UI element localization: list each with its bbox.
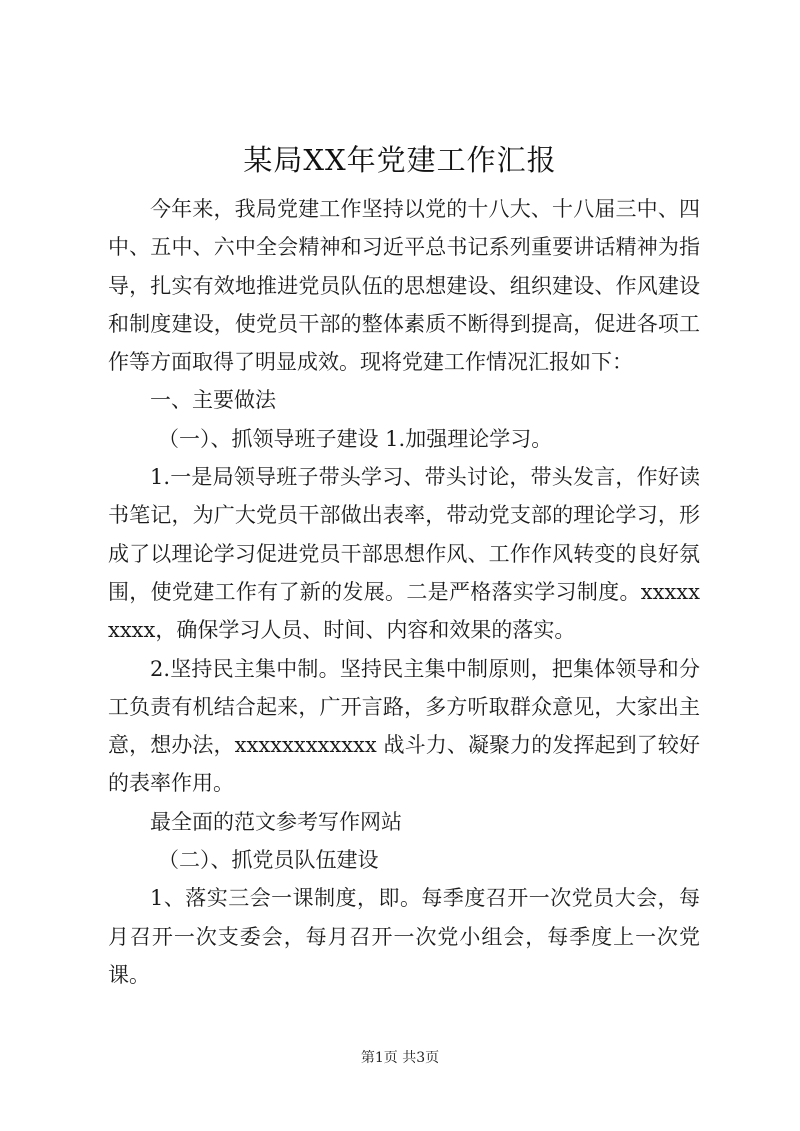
paragraph-three-meetings: 1、落实三会一课制度，即。每季度召开一次党员大会，每月召开一次支委会，每月召开一次党小组会，每季度上一次党课。	[108, 886, 700, 987]
paragraph-democratic-centralism: 2.坚持民主集中制。坚持民主集中制原则，把集体领导和分工负责有机结合起来，广开言路，多方听取群众意见，大家出主意，想办法，xxxxxxxxxxxx 战斗力、凝聚力的发挥起到了较好的表率作用。	[108, 656, 700, 796]
document-body	[108, 190, 700, 994]
subsection-heading-party-members: （二）、抓党员队伍建设	[158, 848, 379, 873]
website-note: 最全面的范文参考写作网站	[150, 809, 402, 834]
paragraph-theory-study: 1.一是局领导班子带头学习、带头讨论，带头发言，作好读书笔记，为广大党员干部做出表率，带动党支部的理论学习，形成了以理论学习促进党员干部思想作风、工作作风转变的良好氛围，使党建工作有了新的发展。二是严格落实学习制度。xxxxxxxxx，确保学习人员、时间、内容和效果的落实。	[108, 465, 700, 643]
page-footer: 第1页 共3页	[360, 1050, 440, 1066]
document-title: 某局XX年党建工作汇报	[243, 143, 557, 177]
subsection-heading-leadership: （一）、抓领导班子建设 1.加强理论学习。	[158, 426, 553, 451]
intro-paragraph: 今年来，我局党建工作坚持以党的十八大、十八届三中、四中、五中、六中全会精神和习近平总书记系列重要讲话精神为指导，扎实有效地推进党员队伍的思想建设、组织建设、作风建设和制度建设，使党员干部的整体素质不断得到提高，促进各项工作等方面取得了明显成效。现将党建工作情况汇报如下：	[108, 197, 700, 375]
section-heading-main-practices: 一、主要做法	[150, 388, 276, 413]
